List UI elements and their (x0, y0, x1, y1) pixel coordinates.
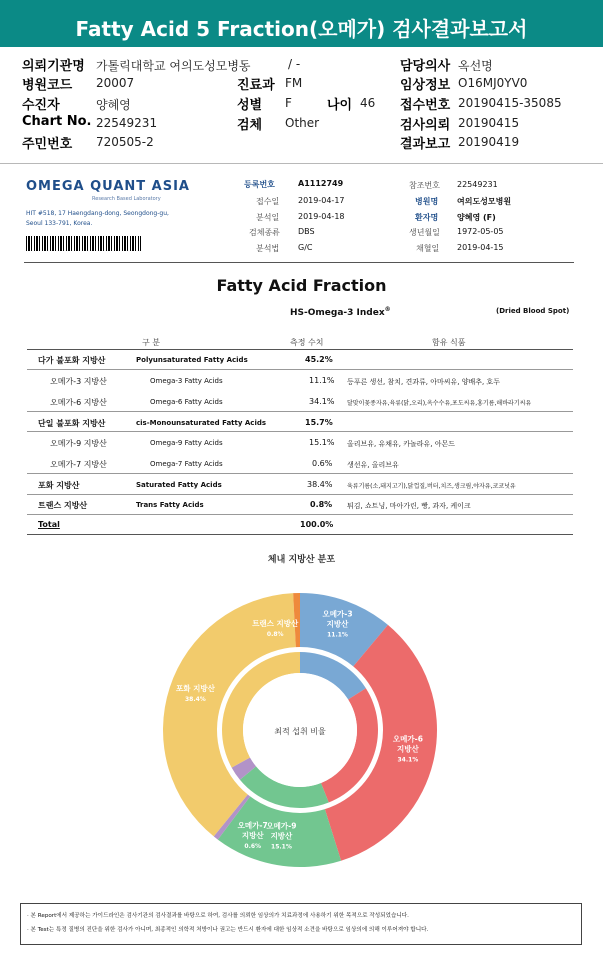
chart-no-label: Chart No. (22, 114, 92, 129)
row-food: 튀김, 쇼트닝, 마아가린, 빵, 과자, 케이크 (347, 502, 471, 510)
row-en: Omega-3 Fatty Acids (150, 377, 223, 385)
receipt-no-label: 접수번호 (400, 98, 451, 113)
fatty-acid-donut-chart (0, 560, 603, 880)
header-divider (0, 163, 603, 164)
slice-label-0: 11.1% (327, 631, 348, 639)
table-header-line (27, 349, 573, 350)
sex-value: F (285, 96, 292, 110)
row-pct: 34.1% (309, 397, 335, 406)
row-en: Trans Fatty Acids (136, 501, 204, 509)
slice-label-3: 오메가-7 (237, 821, 268, 831)
specimen-value: Other (285, 116, 320, 130)
slice-label-4: 포화 지방산 (176, 683, 215, 693)
center-label: 최적 섭취 비율 (274, 727, 326, 736)
row-en: Omega-6 Fatty Acids (150, 398, 223, 406)
col-value: 측정 수치 (290, 338, 324, 347)
resident-no-value: 720505-2 (96, 135, 154, 149)
resident-no-label: 주민번호 (22, 137, 73, 152)
specimen-note: (Dried Blood Spot) (496, 307, 570, 315)
clinical-info-value: O16MJ0YV0 (458, 76, 528, 90)
received-label: 접수일 (256, 197, 280, 206)
patient-value: 양혜영 (F) (457, 213, 496, 222)
row-divider (27, 431, 573, 432)
method-value: G/C (298, 243, 313, 252)
lab-logo: OMEGA QUANT ASIA (26, 179, 190, 194)
row-pct: 45.2% (305, 355, 333, 364)
collected-label: 채혈일 (416, 244, 440, 253)
row-en: Polyunsaturated Fatty Acids (136, 356, 248, 364)
lab-subtitle: Research Based Laboratory (92, 196, 161, 202)
slice-label-3: 지방산 (241, 831, 264, 841)
table-row: 다가 불포화 지방산 (38, 356, 106, 365)
omega-index: HS-Omega-3 Index® (290, 306, 391, 318)
clinical-info-label: 임상정보 (400, 78, 451, 93)
hospital-code-value: 20007 (96, 76, 135, 90)
table-row: 포화 지방산 (38, 481, 80, 490)
age-label: 나이 (327, 98, 353, 113)
slice-label-0: 지방산 (326, 619, 349, 629)
chart-no-value: 22549231 (96, 116, 158, 130)
row-food: 생선유, 올리브유 (347, 461, 399, 469)
slice-label-5: 0.8% (266, 631, 284, 639)
row-food: 등푸른 생선, 참치, 견과류, 아마씨유, 양배추, 호두 (347, 378, 500, 386)
analyzed-label: 분석일 (256, 213, 280, 222)
row-en: Saturated Fatty Acids (136, 481, 222, 489)
row-divider (27, 514, 573, 515)
notes-box (20, 903, 582, 945)
row-divider (27, 369, 573, 370)
ref-no-label: 참조번호 (409, 181, 440, 190)
row-pct: 0.6% (312, 459, 333, 468)
table-bottom-line (27, 534, 573, 535)
slice-label-1: 34.1% (397, 756, 419, 764)
barcode (26, 236, 141, 251)
doctor-value: 옥선명 (458, 59, 493, 73)
fraction-title: Fatty Acid Fraction (216, 276, 387, 295)
row-en: Omega-9 Fatty Acids (150, 439, 223, 447)
lab-address-2: Seoul 133-791, Korea. (26, 220, 93, 227)
reg-no-label: 등록번호 (244, 180, 275, 189)
specimen-type-value: DBS (298, 227, 315, 236)
birth-value: 1972-05-05 (457, 227, 504, 236)
ward-value: / - (288, 57, 301, 71)
slice-label-1: 오메가-6 (392, 734, 423, 744)
patient-name-label: 수진자 (22, 98, 60, 113)
row-pct: 0.8% (310, 500, 333, 509)
info-divider (24, 262, 574, 263)
received-value: 2019-04-17 (298, 196, 345, 205)
row-food: 올리브유, 유채유, 카놀라유, 아몬드 (347, 440, 456, 448)
patient-label: 환자명 (415, 213, 439, 222)
chart-title: 체내 지방산 분포 (267, 555, 336, 565)
slice-label-2: 오메가-9 (266, 821, 297, 831)
slice-label-2: 지방산 (270, 831, 293, 841)
reg-no-value: A1112749 (298, 179, 344, 188)
slice-label-3: 0.6% (244, 843, 262, 851)
table-row: 트랜스 지방산 (38, 501, 88, 510)
patient-name-value: 양혜영 (96, 98, 131, 112)
hospital-value: 여의도성모병원 (457, 197, 512, 206)
table-row: 오메가-9 지방산 (50, 439, 107, 448)
specimen-label: 검체 (237, 118, 263, 133)
ref-no-value: 22549231 (457, 180, 498, 189)
slice-label-5: 트랜스 지방산 (252, 619, 299, 629)
table-row: 오메가-7 지방산 (50, 460, 107, 469)
slice-label-0: 오메가-3 (322, 609, 353, 619)
row-divider (27, 473, 573, 474)
row-divider (27, 494, 573, 495)
total-pct: 100.0% (300, 520, 334, 529)
row-en: Omega-7 Fatty Acids (150, 460, 223, 468)
row-pct: 15.7% (305, 418, 333, 427)
department-value: FM (285, 76, 303, 90)
sex-label: 성별 (237, 98, 263, 113)
specimen-type-label: 검체종류 (249, 228, 280, 237)
collected-value: 2019-04-15 (457, 243, 504, 252)
lab-address-1: HIT #518, 17 Haengdang-dong, Seongdong-gu, (26, 210, 169, 217)
method-label: 분석법 (256, 244, 280, 253)
analyzed-value: 2019-04-18 (298, 212, 345, 221)
slice-label-2: 15.1% (271, 843, 292, 851)
row-pct: 15.1% (309, 438, 335, 447)
row-pct: 38.4% (307, 480, 333, 489)
row-en: cis-Monounsaturated Fatty Acids (136, 419, 267, 427)
col-food: 함유 식품 (432, 338, 466, 347)
row-divider (27, 411, 573, 412)
request-date-label: 검사의뢰 (400, 118, 451, 133)
institution-value: 가톨릭대학교 여의도성모병동 (96, 59, 251, 73)
note-1: · 본 Report에서 제공하는 가이드라인은 검사기관의 검사결과를 바탕으로 하여, 검사를 의뢰한 임상의가 치료과정에 사용하기 위한 목적으로 작성되었습니다. (27, 913, 409, 919)
slice-label-4: 38.4% (185, 695, 206, 703)
report-date-label: 결과보고 (400, 137, 451, 152)
hospital-label: 병원명 (415, 197, 439, 206)
table-row: 오메가-6 지방산 (50, 398, 107, 407)
age-value: 46 (360, 96, 376, 110)
table-row: 오메가-3 지방산 (50, 377, 107, 386)
note-2: · 본 Test는 특정 질병의 진단을 위한 검사가 아니며, 최종적인 의학적 처방이나 권고는 반드시 환자에 대한 임상적 소견을 바탕으로 임상의에 의해 이루어져야 합니다. (27, 927, 429, 933)
table-row: 단일 불포화 지방산 (38, 419, 106, 428)
row-food: 달맞이꽃종자유,육류(닭,오리),옥수수유,포도씨유,홍기름,해바라기씨유 (347, 400, 532, 407)
birth-label: 생년월일 (409, 228, 440, 237)
institution-label: 의뢰기관명 (22, 59, 85, 74)
report-title: Fatty Acid 5 Fraction(오메가) 검사결과보고서 (0, 0, 603, 47)
slice-label-1: 지방산 (397, 744, 419, 754)
request-date-value: 20190415 (458, 116, 520, 130)
col-class: 구 분 (142, 338, 160, 347)
row-food: 육류기름(소,돼지고기),닭껍질,버터,치즈,생크림,야자유,코코넛유 (347, 483, 516, 490)
table-row-total: Total (38, 520, 60, 529)
hospital-code-label: 병원코드 (22, 78, 73, 93)
department-label: 진료과 (237, 78, 275, 93)
report-date-value: 20190419 (458, 135, 520, 149)
receipt-no-value: 20190415-35085 (458, 96, 562, 110)
doctor-label: 담당의사 (400, 59, 451, 74)
row-pct: 11.1% (309, 376, 335, 385)
